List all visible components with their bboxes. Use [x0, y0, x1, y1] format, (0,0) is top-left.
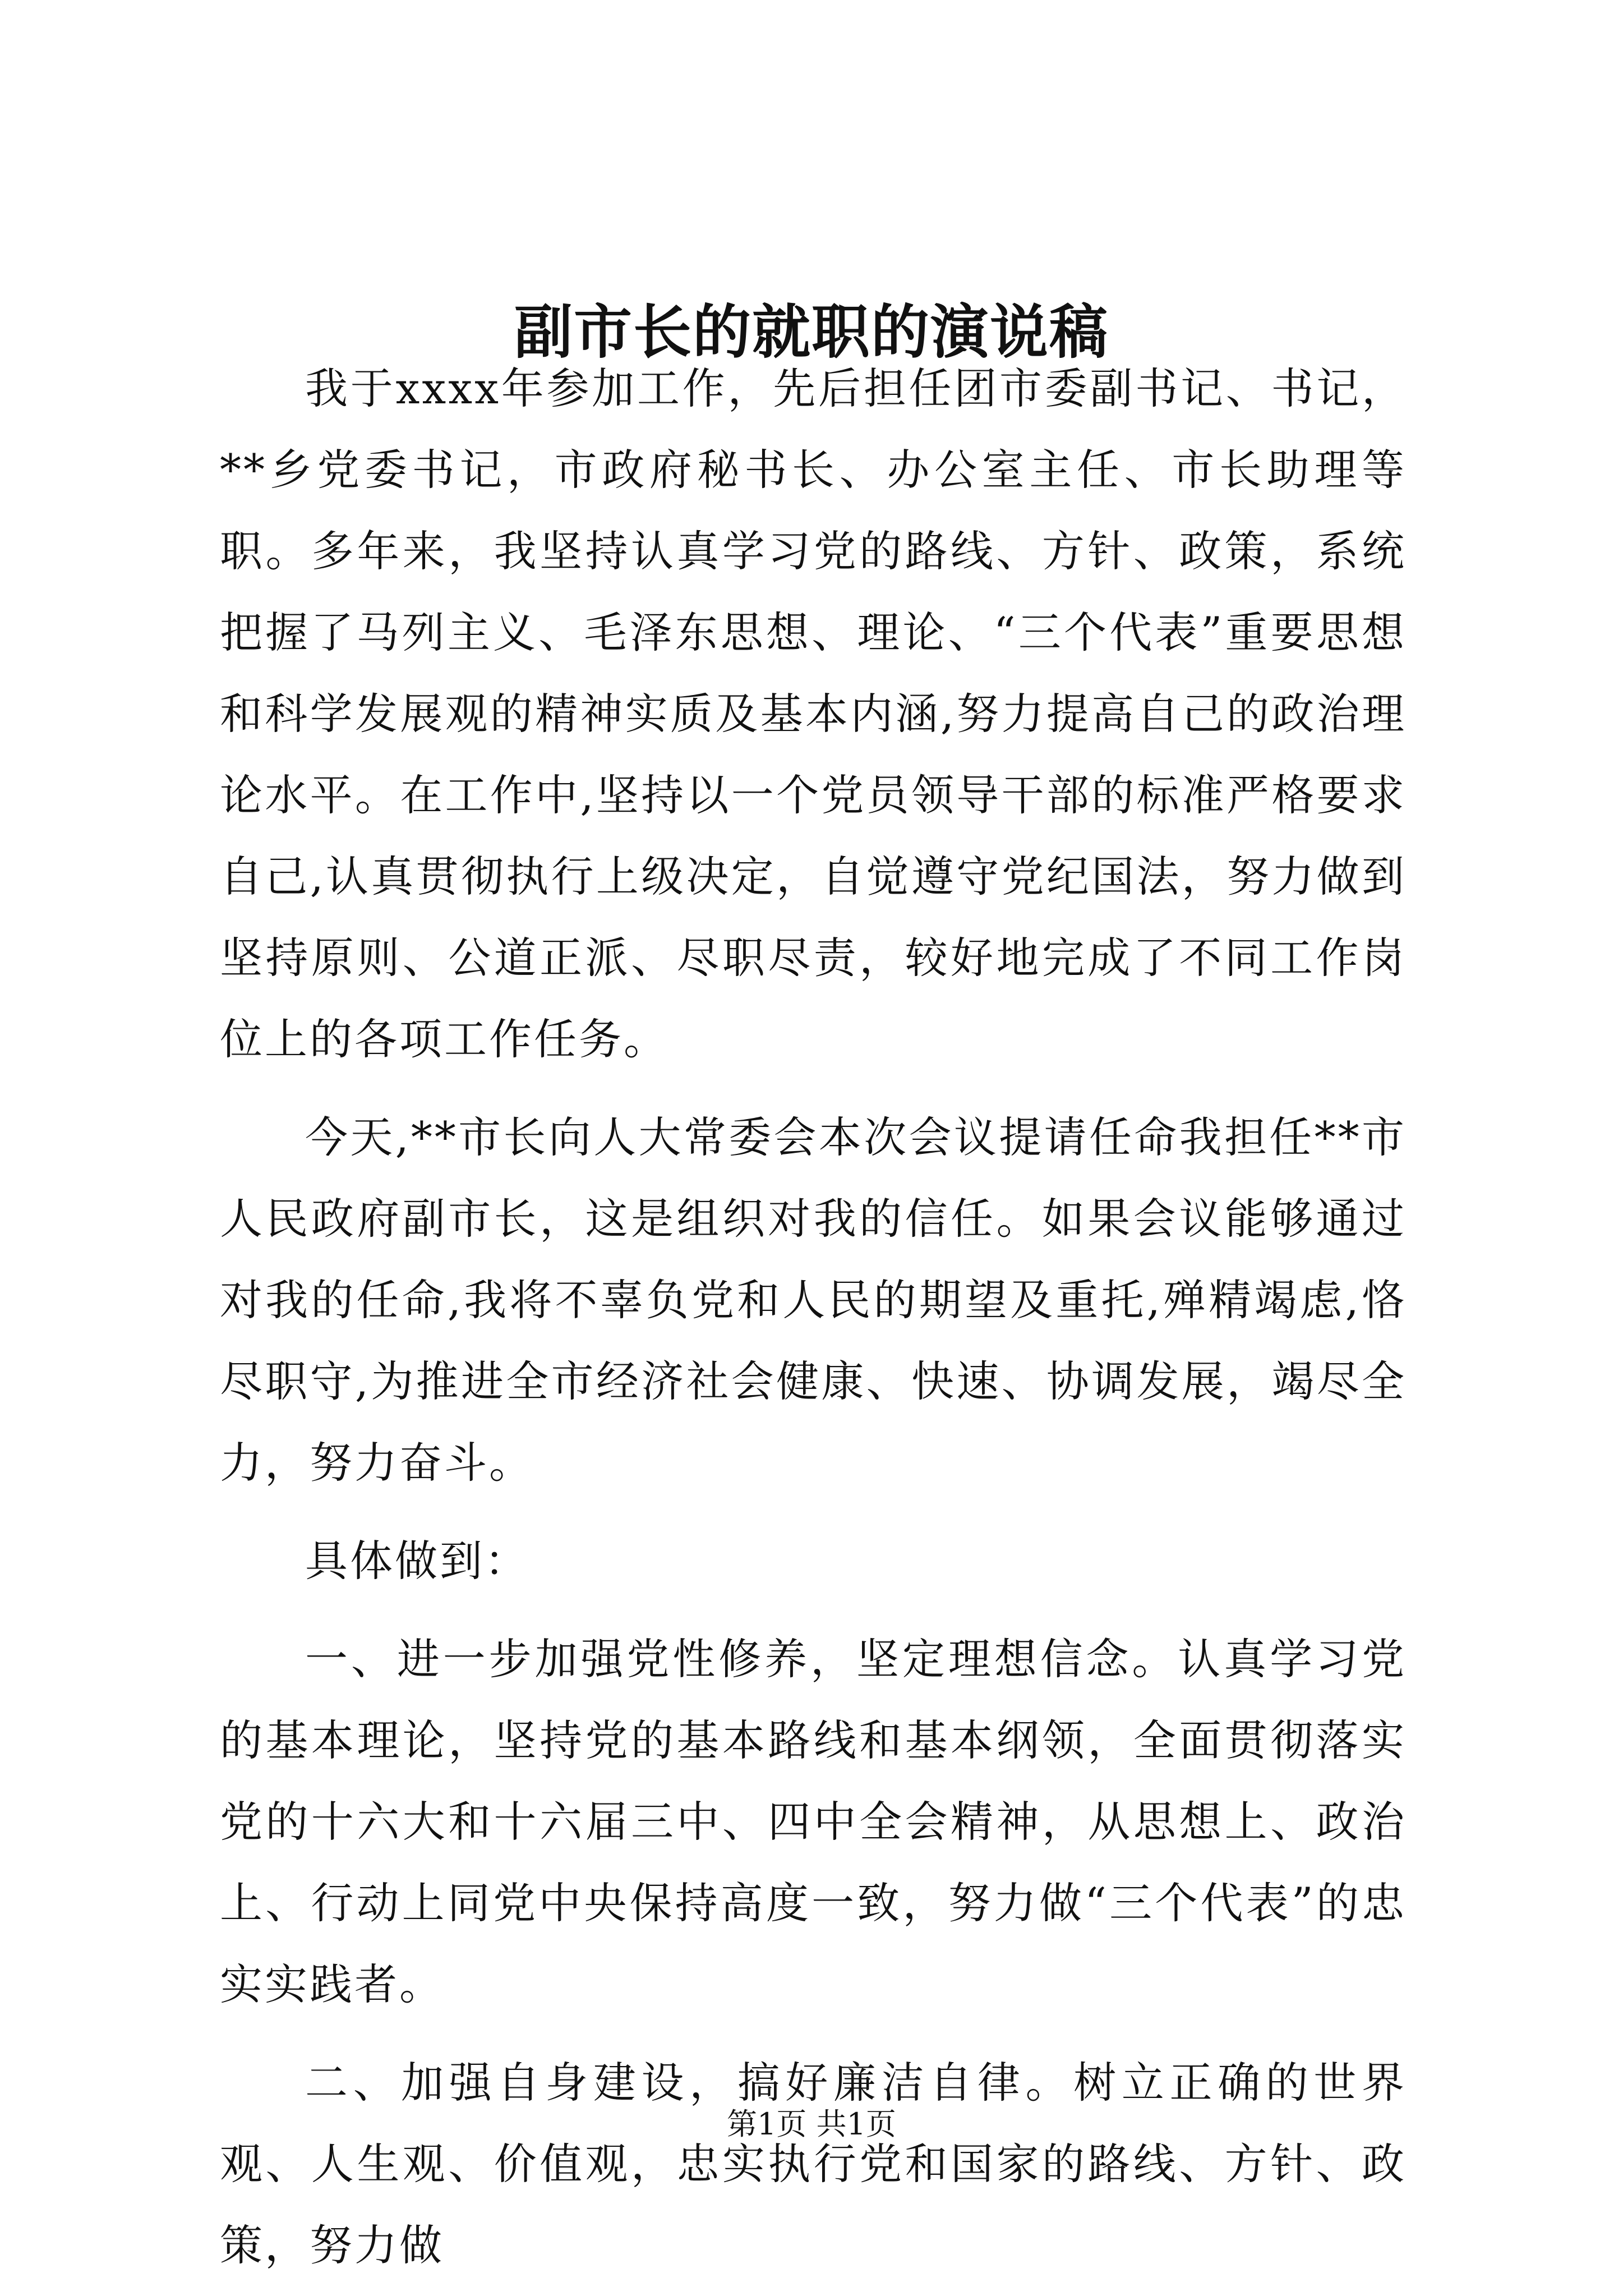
- paragraph: 具体做到：: [305, 1536, 529, 1586]
- page-footer: 第1页 共1页: [727, 2106, 896, 2142]
- document-body: [220, 348, 1407, 2286]
- paragraph: 一、进一步加强党性修养，坚定理想信念。认真学习党的基本理论，坚持党的基本路线和基本纲领，全面贯彻落实党的十六大和十六届三中、四中全会精神，从思想上、政治上、行动上同党中央保持高度一致，努力做“三个代表”的忠实实践者。: [220, 1634, 1407, 2009]
- paragraph: 二、加强自身建设，搞好廉洁自律。树立正确的世界观、人生观、价值观，忠实执行党和国家的路线、方针、政策，努力做: [220, 2058, 1407, 2270]
- paragraph: 今天,**市长向人大常委会本次会议提请任命我担任**市人民政府副市长，这是组织对我的信任。如果会议能够通过对我的任命,我将不辜负党和人民的期望及重托,殚精竭虑,恪尽职守,为推进全市经济社会健康、快速、协调发展，竭尽全力，努力奋斗。: [220, 1112, 1407, 1488]
- paragraph: 我于xxxx年参加工作，先后担任团市委副书记、书记，**乡党委书记，市政府秘书长、办公室主任、市长助理等职。多年来，我坚持认真学习党的路线、方针、政策，系统把握了马列主义、毛泽东思想、理论、“三个代表”重要思想和科学发展观的精神实质及基本内涵,努力提高自己的政治理论水平。在工作中,坚持以一个党员领导干部的标准严格要求自己,认真贯彻执行上级决定，自觉遵守党纪国法，努力做到坚持原则、公道正派、尽职尽责，较好地完成了不同工作岗位上的各项工作任务。: [220, 364, 1407, 1064]
- document-title: 副市长的就职的演说稿: [514, 297, 1109, 366]
